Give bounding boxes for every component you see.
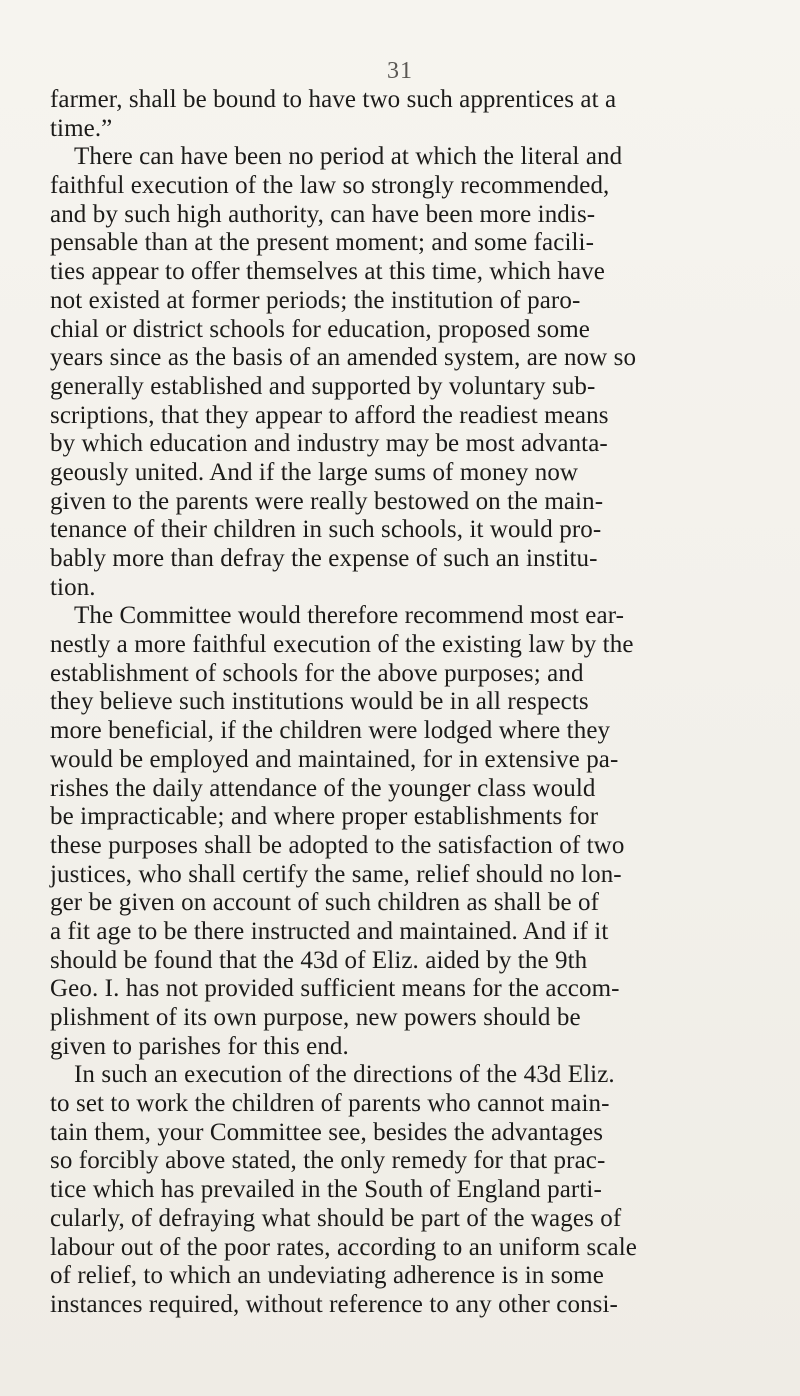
text-line: labour out of the poor rates, according to an uniform scale [50, 1233, 637, 1261]
text-line: nestly a more faithful execution of the existing law by the [50, 631, 634, 659]
text-line: more beneficial, if the children were lodged where they [50, 717, 611, 745]
text-line: There can have been no period at which the literal and [74, 143, 623, 171]
text-line: and by such high authority, can have been more indis- [50, 200, 596, 228]
text-line: chial or district schools for education, proposed some [50, 315, 590, 343]
text-line: instances required, without reference to any other consi- [50, 1290, 618, 1318]
text-line: justices, who shall certify the same, relief should no lon- [50, 860, 622, 888]
body-text [50, 86, 750, 1320]
text-line: farmer, shall be bound to have two such apprentices at a [50, 86, 617, 113]
text-line: pensable than at the present moment; and some facili- [50, 229, 595, 257]
text-line: a fit age to be there instructed and maintained. And if it [50, 917, 609, 945]
text-line: ger be given on account of such children as shall be of [50, 889, 600, 917]
text-line: of relief, to which an undeviating adherence is in some [50, 1262, 604, 1290]
text-line: tice which has prevailed in the South of England parti- [50, 1176, 602, 1204]
text-line: would be employed and maintained, for in extensive pa- [50, 745, 619, 773]
text-line: they believe such institutions would be in all respects [50, 688, 589, 716]
text-line: Geo. I. has not provided sufficient means for the accom- [50, 975, 620, 1003]
page-number: 31 [387, 58, 413, 84]
text-line: faithful execution of the law so strongly recommended, [50, 172, 610, 200]
text-line: be impracticable; and where proper establishments for [50, 803, 599, 831]
text-line: The Committee would therefore recommend most ear- [74, 602, 625, 630]
text-line: cularly, of defraying what should be part of the wages of [50, 1204, 622, 1232]
text-line: rishes the daily attendance of the younger class would [50, 774, 596, 802]
text-line: tenance of their children in such schools, it would pro- [50, 516, 602, 544]
text-line: should be found that the 43d of Eliz. aided by the 9th [50, 946, 588, 974]
text-line: to set to work the children of parents who cannot main- [50, 1090, 610, 1118]
text-line: tion. [50, 573, 96, 601]
text-line: ties appear to offer themselves at this time, which have [50, 258, 605, 286]
text-line: generally established and supported by voluntary sub- [50, 372, 596, 400]
text-line: scriptions, that they appear to afford the readiest means [50, 401, 609, 429]
text-line: these purposes shall be adopted to the satisfaction of two [50, 831, 625, 859]
text-line: bably more than defray the expense of such an institu- [50, 545, 598, 572]
text-line: time.” [50, 114, 113, 142]
text-line: so forcibly above stated, the only remedy for that prac- [50, 1147, 606, 1175]
text-line: tain them, your Committee see, besides the advantages [50, 1118, 604, 1146]
text-line: given to the parents were really bestowed on the main- [50, 487, 604, 515]
text-line: given to parishes for this end. [50, 1032, 349, 1060]
text-line: years since as the basis of an amended system, are now so [50, 344, 637, 372]
text-line: plishment of its own purpose, new powers should be [50, 1004, 581, 1031]
text-line: establishment of schools for the above purposes; and [50, 659, 584, 687]
text-line: geously united. And if the large sums of money now [50, 458, 579, 486]
text-line: not existed at former periods; the institution of paro- [50, 286, 581, 314]
text-line: In such an execution of the directions of the 43d Eliz. [74, 1061, 615, 1089]
text-line: by which education and industry may be most advanta- [50, 430, 608, 458]
